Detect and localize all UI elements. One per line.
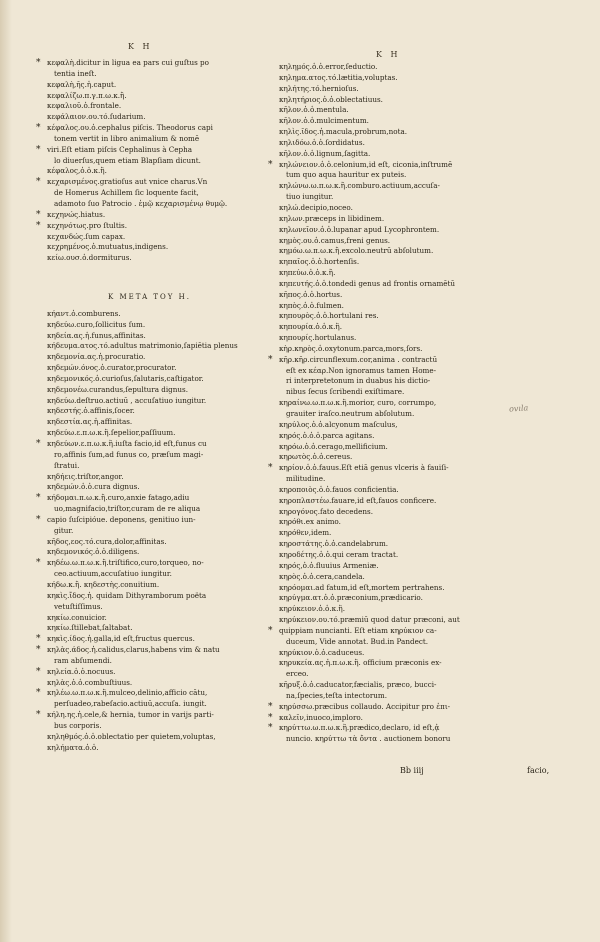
entry-text: ro,affinis ſum,ad funus co, præſum magi- — [54, 449, 204, 459]
dictionary-entry-line — [47, 363, 252, 374]
entry-text: κήδω.κ.ἢ. κηδεστὴς.conuitium. — [47, 579, 160, 589]
entry-text: κεφάλαιον.ου.τό.ſudarium. — [47, 112, 146, 122]
asterisk-marker: * — [36, 710, 41, 721]
entry-text: κηροστάτης.ὁ.ὁ.candelabrum. — [279, 539, 389, 549]
entry-text: κηδεμών.όνος.ὁ.curator,procurator. — [47, 363, 177, 373]
dictionary-entry-line — [47, 526, 252, 537]
dictionary-entry-line — [36, 177, 252, 188]
dictionary-entry-line — [47, 602, 252, 613]
entry-text: κηρός.ὁ.ὁ.ὁ.parca agitans. — [279, 430, 375, 440]
dictionary-entry-line — [279, 311, 484, 322]
dictionary-entry-line — [268, 723, 484, 734]
dictionary-entry-line — [47, 743, 252, 754]
dictionary-entry-line — [47, 569, 252, 580]
entry-text: κήαντ.ὁ.comburens. — [47, 308, 121, 318]
entry-text: κεφαλὴ.dicitur in ligua ea pars cui guſtus po — [47, 58, 209, 67]
entry-text: κηδεύω.ε.π.ω.κ.ἢ.ſepelior,paſſiuum. — [47, 428, 176, 438]
dictionary-entry-line — [47, 341, 252, 352]
dictionary-entry-line — [279, 246, 484, 257]
entry-text: κηλώ.decipio,noceo. — [279, 202, 353, 212]
entry-text: κεχηνώς.hiatus. — [47, 209, 106, 219]
entry-text: κῆρυξ.ὁ.ὁ.caducator,fæcialis, præco, bucci- — [279, 680, 437, 690]
dictionary-entry-line — [279, 452, 484, 463]
entry-text: κεφαλιοῦ.ὁ.frontale. — [47, 101, 122, 111]
entry-text: κῆπος.ὁ.ὁ.hortus. — [279, 289, 343, 299]
dictionary-entry-line — [279, 398, 484, 409]
entry-text: κηρόθι.ex animo. — [279, 517, 341, 527]
dictionary-entry-line — [47, 461, 252, 472]
asterisk-marker: * — [36, 439, 41, 449]
dictionary-entry-line — [279, 322, 484, 333]
entry-text: κηρύκειον.ὁ.ὁ.κ.ἢ. — [279, 604, 346, 614]
entry-text: κηρύγμα.ατ.ὁ.ὁ.præconium,prædicario. — [279, 593, 423, 603]
entry-text: tonem vertit in libro animalium & nomē — [54, 133, 200, 143]
dictionary-entry-line — [47, 537, 252, 548]
entry-text: κηρὸς.ὁ.ὁ.cera,candela. — [279, 571, 365, 581]
entry-text: κηδεία.ας.ἡ.funus,affinitas. — [47, 330, 146, 340]
entry-text: κηδεμονικός.ὁ.ὁ.diligens. — [47, 547, 140, 557]
dictionary-entry-line — [279, 387, 484, 398]
catchword: facio, — [527, 766, 550, 775]
asterisk-marker: * — [268, 354, 273, 365]
entry-text: perſuadeo,rabeſacio.actiuū,accuſa. iungit. — [54, 699, 207, 709]
entry-text: κηροποιὸς.ὁ.ὁ.fauos conficientia. — [279, 484, 399, 494]
dictionary-entry-line — [47, 166, 252, 177]
entry-text: κεχρημένος.ὁ.mutuatus,indigens. — [47, 242, 169, 252]
entry-text: κήδευμα.ατος.τό.adultus matrimonio,ſapiētia plenus — [47, 341, 238, 351]
dictionary-entry-line — [47, 91, 252, 102]
signature-mark: Bb iiij — [400, 766, 424, 775]
dictionary-entry-line — [47, 80, 252, 91]
entry-text: duceum, Vide annotat. Bud.in Pandect. — [286, 636, 429, 646]
entry-text: κηδεστία.ας.ἡ.affinitas. — [47, 417, 133, 427]
dictionary-entry-line — [47, 428, 252, 439]
entry-text: adamoto ſuo Patrocio . ἐμῷ κεχαρισμένῳ θυμῷ. — [54, 198, 228, 208]
dictionary-entry-line — [47, 112, 252, 123]
entry-text: κηρύκιον.ὁ.ὁ.caduceus. — [279, 647, 365, 657]
entry-text: de Homerus Achillem ſic loquente facit, — [54, 188, 199, 198]
entry-text: κηλὰς.ὁ.ὁ.combuſtiuus. — [47, 677, 133, 687]
entry-text: κείω.ουσ.ὁ.dormiturus. — [47, 253, 132, 263]
entry-text: κηκίω.conuicior. — [47, 612, 107, 622]
dictionary-entry-line — [279, 637, 484, 648]
dictionary-entry-line — [36, 645, 252, 656]
entry-text: κηρύττω.ω.π.ω.κ.ἢ.prædico,declaro, id eſt,ᾀ — [279, 723, 440, 733]
dictionary-entry-line — [279, 658, 484, 669]
dictionary-entry-line — [279, 333, 484, 344]
entry-text: κηρίον.ὁ.ὁ.fauus.Eſt etiā genus vlceris à fauiſi- — [279, 463, 449, 473]
dictionary-entry-line — [279, 105, 484, 116]
dictionary-entry-line — [279, 366, 484, 377]
entry-text: κηδήεις.triſtor,angor. — [47, 471, 124, 481]
dictionary-entry-line — [279, 680, 484, 691]
entry-text: κήλη.ης.ἡ.cele,& hernia, tumor in varijs parti- — [47, 710, 214, 720]
entry-text: κηρύκειον.ου.τό.præmiū quod datur præconi, aut — [279, 615, 460, 625]
dictionary-entry-line — [47, 385, 252, 396]
dictionary-entry-line — [279, 593, 484, 604]
dictionary-entry-line — [47, 591, 252, 602]
asterisk-marker: * — [268, 159, 273, 170]
dictionary-entry-line — [279, 431, 484, 442]
dictionary-entry-line — [279, 583, 484, 594]
entry-text: quippiam nuncianti. Eſt etiam κηρύκιον ca- — [279, 625, 437, 635]
dictionary-entry-line — [279, 734, 484, 745]
dictionary-entry-line — [268, 354, 484, 366]
entry-text: κήδομαι.π.ω.κ.ἢ.curo,anxie fatago,adiu — [47, 493, 190, 503]
entry-text: κηλώνω.ω.π.ω.κ.ἢ.comburo.actiuum,accuſa- — [279, 181, 440, 191]
dictionary-entry-line — [47, 699, 252, 710]
dictionary-entry-line — [279, 561, 484, 572]
entry-text: tiuo iungitur. — [286, 192, 334, 202]
handwritten-margin-note: ovıla — [508, 403, 529, 414]
entry-text: nuncio. κηρύττω τὰ ὄντα . auctionem bonoru — [286, 734, 451, 744]
dictionary-entry-line — [268, 701, 484, 713]
left-column — [36, 58, 252, 753]
entry-text: bus corporis. — [54, 720, 102, 730]
asterisk-marker: * — [268, 625, 273, 636]
dictionary-entry-line — [47, 450, 252, 461]
entry-text: κηρυκεία.ας.ἡ.π.ω.κ.ἢ. officium præconis ex- — [279, 658, 442, 668]
dictionary-entry-line — [47, 188, 252, 199]
dictionary-entry-line — [268, 712, 484, 724]
entry-text: κηροδέτης.ὁ.ὁ.qui ceram tractat. — [279, 549, 399, 559]
entry-text: κηληθμός.ὁ.ὁ.oblectatio per quietem,voluptas, — [47, 731, 216, 741]
dictionary-entry-line — [279, 116, 484, 127]
dictionary-entry-line — [268, 159, 484, 171]
entry-text: ri interpretetonum in duabus his dictio- — [286, 376, 431, 386]
dictionary-entry-line — [47, 613, 252, 624]
entry-text: κεχανδώς.ſum capax. — [47, 231, 126, 241]
entry-text: κηρύλος.ὁ.ὁ.alcyonum maſculus, — [279, 419, 398, 429]
dictionary-entry-line — [36, 58, 252, 69]
entry-text: κηκὶς.ίδος.ἡ.galla,id eſt,fructus quercus. — [47, 634, 195, 644]
dictionary-entry-line — [36, 666, 252, 678]
asterisk-marker: * — [36, 645, 41, 656]
asterisk-marker: * — [268, 723, 273, 734]
entry-text: erceo. — [286, 669, 309, 679]
entry-text: κημόω.ω.π.ω.κ.ἢ.excolo.neutrū abſolutum. — [279, 246, 434, 256]
entry-text: κηδεστής.ὁ.affinis,ſocer. — [47, 406, 135, 416]
dictionary-entry-line — [279, 268, 484, 279]
dictionary-entry-line — [279, 290, 484, 301]
dictionary-entry-line — [279, 95, 484, 106]
entry-text: κῆρ.κῆρ.circunflexum.cor,anima . contractū — [279, 354, 438, 364]
page-gutter-shadow — [0, 0, 12, 942]
entry-text: κηδέω.ω.π.ω.κ.ἢ.triſtifico,curo,torqueo, no- — [47, 558, 204, 568]
dictionary-entry-line — [47, 721, 252, 732]
right-column — [268, 62, 484, 745]
entry-text: tentia ineſt. — [54, 68, 97, 78]
dictionary-entry-line — [36, 634, 252, 645]
dictionary-entry-line — [279, 344, 484, 355]
dictionary-entry-line — [47, 199, 252, 210]
dictionary-entry-line — [279, 615, 484, 626]
entry-text: κῆλον.ὁ.ὁ.lignum,ſagitta. — [279, 148, 371, 158]
entry-text: κηλώνειον.ὁ.ὁ.celonium,id eſt, ciconia,inſtrumē — [279, 159, 453, 169]
entry-text: κηλὶς.ῖδος.ἡ.macula,probrum,nota. — [279, 127, 408, 137]
entry-text: κηπευτής.ὁ.ὁ.tondedi genus ad frontis ornamētū — [279, 278, 456, 288]
entry-text: κηπουρὸς.ὁ.ὁ.hortulani res. — [279, 311, 379, 321]
entry-text: κηδεμονικός.ὁ.curioſus,ſalutaris,caſtigator. — [47, 373, 204, 383]
dictionary-entry-line — [279, 517, 484, 528]
entry-text: κηπουρίς.hortulanus. — [279, 333, 357, 343]
entry-text: κηραίνω.ω.π.ω.κ.ἢ.morior, curo, corrumpo, — [279, 398, 437, 408]
entry-text: ceo.actiuum,accuſatiuo iungitur. — [54, 569, 172, 579]
entry-text: κηλων.præceps in libidinem. — [279, 213, 385, 223]
dictionary-entry-line — [279, 257, 484, 268]
dictionary-entry-line — [36, 710, 252, 721]
asterisk-marker: * — [36, 634, 41, 645]
entry-text: κέφαλος,ὁ.ὁ.κ.ἢ. — [47, 166, 107, 176]
entry-text: κηλὰς.άδος.ἡ.calidus,clarus,habens vim & natu — [47, 645, 220, 655]
asterisk-marker: * — [36, 144, 41, 155]
dictionary-entry-line — [47, 623, 252, 634]
dictionary-entry-line — [47, 309, 252, 320]
dictionary-entry-line — [47, 69, 252, 80]
dictionary-entry-line — [279, 203, 484, 214]
entry-text: κηλεία.ὁ.ὁ.nocuus. — [47, 666, 116, 676]
dictionary-entry-line — [279, 62, 484, 73]
dictionary-entry-line — [279, 420, 484, 431]
entry-text: κηρογόνος.fato decedens. — [279, 506, 374, 516]
dictionary-entry-line — [47, 352, 252, 363]
entry-text: κηρωτὸς.ὁ.ὁ.cereus. — [279, 452, 353, 462]
asterisk-marker: * — [268, 463, 273, 474]
entry-text: κηλήτης.τό.hernioſus. — [279, 83, 359, 93]
entry-text: κεχαρισμένος.gratioſus aut vnice charus.Vn — [47, 177, 208, 187]
entry-text: κηλημός.ὁ.ὁ.error,ſeductio. — [279, 62, 378, 71]
dictionary-entry-line — [36, 558, 252, 569]
dictionary-entry-line — [279, 225, 484, 236]
entry-text: κηλημα.ατος.τό.lætitia,voluptas. — [279, 72, 398, 82]
dictionary-entry-line — [47, 406, 252, 417]
dictionary-entry-line — [279, 507, 484, 518]
dictionary-entry-line — [47, 482, 252, 493]
entry-text: κηπουρία.ὁ.ὁ.κ.ἢ. — [279, 322, 342, 332]
entry-text: κηδεμονέω.curandus,ſepultura dignus. — [47, 384, 188, 394]
asterisk-marker: * — [36, 209, 41, 220]
dictionary-entry-line — [47, 320, 252, 331]
dictionary-entry-line — [36, 209, 252, 221]
dictionary-entry-line — [279, 409, 484, 420]
dictionary-entry-line — [279, 84, 484, 95]
asterisk-marker: * — [36, 688, 41, 699]
asterisk-marker: * — [268, 701, 273, 712]
entry-text: κηδεμών.ὁ.ὁ.cura dignus. — [47, 482, 140, 492]
entry-text: κῆδος,εος.τό.cura,dolor,affinitas. — [47, 536, 167, 546]
dictionary-entry-line — [47, 156, 252, 167]
entry-text: κηπὸς.ὁ.ὁ.fulmen. — [279, 300, 344, 310]
dictionary-entry-line — [47, 242, 252, 253]
entry-text: κηρόομαι.ad fatum,id eſt,mortem pertrahens. — [279, 582, 445, 592]
entry-text: eſt ex κέαρ.Non ignoramus tamen Home- — [286, 365, 437, 375]
dictionary-entry-line — [279, 214, 484, 225]
entry-text: κηδεμονία.ας.ἡ.procuratio. — [47, 352, 146, 362]
dictionary-entry-line — [279, 138, 484, 149]
dictionary-entry-line — [279, 376, 484, 387]
entry-text: κηροπλαστέω.fauare,id eſt,fauos conficere. — [279, 495, 437, 505]
asterisk-marker: * — [36, 123, 41, 134]
dictionary-entry-line — [47, 396, 252, 407]
entry-text: κηρός,ὁ.ὁ.fluuius Armeniæ. — [279, 560, 379, 570]
entry-text: κηδεύων.ε.π.ω.κ.ἢ.iuſta facio,id eſt,funus cu — [47, 439, 207, 448]
dictionary-entry-line — [47, 504, 252, 515]
dictionary-entry-line — [279, 170, 484, 181]
entry-text: κηλωνεῖον.ὁ.ὁ.lupanar apud Lycophrontem. — [279, 224, 440, 234]
entry-text: uo,magnifacio,triſtor,curam de re aliqua — [54, 504, 201, 514]
dictionary-entry-line — [279, 442, 484, 453]
asterisk-marker: * — [36, 220, 41, 231]
dictionary-entry-line — [279, 528, 484, 539]
dictionary-entry-line — [47, 732, 252, 743]
dictionary-entry-line — [47, 134, 252, 145]
dictionary-entry-line — [279, 192, 484, 203]
left-running-head: K H — [128, 42, 153, 51]
dictionary-entry-line — [36, 439, 252, 450]
dictionary-entry-line — [279, 539, 484, 550]
entry-text: κηπεύω.ὁ.ὁ.κ.ἢ. — [279, 268, 336, 278]
dictionary-entry-line — [36, 220, 252, 232]
dictionary-entry-line — [279, 127, 484, 138]
asterisk-marker: * — [36, 558, 41, 569]
dictionary-entry-line — [47, 253, 252, 264]
entry-text: κηδεύω.curo,ſollicitus ſum. — [47, 319, 146, 329]
entry-text: κηκίω.ſtillebat,ſaltabat. — [47, 623, 133, 633]
dictionary-entry-line — [279, 474, 484, 485]
asterisk-marker: * — [36, 58, 41, 68]
dictionary-entry-line — [268, 625, 484, 637]
entry-text: viri.Eſt etiam piſcis Cephalinus à Cepha — [47, 144, 193, 154]
entry-text: κηδεύω.deſtruo.actiuū , accuſatiuo iungitur. — [47, 395, 207, 405]
entry-text: κηρόθεν,idem. — [279, 528, 332, 538]
section-heading: K META TOY H. — [108, 293, 191, 302]
dictionary-entry-line — [47, 678, 252, 689]
asterisk-marker: * — [36, 493, 41, 504]
entry-text: κεφαλὴ,ῆς.ἡ.caput. — [47, 79, 117, 89]
entry-text: ram abſumendi. — [54, 655, 112, 665]
dictionary-entry-line — [36, 144, 252, 156]
entry-text: na,ſpecies,teſta intectorum. — [286, 690, 388, 700]
entry-text: nibus ſecus ſcribendi exiſtimare. — [286, 387, 405, 397]
dictionary-entry-line — [279, 691, 484, 702]
asterisk-marker: * — [36, 177, 41, 188]
entry-text: κηλιδόω.ὁ.ὁ.ſordidatus. — [279, 137, 365, 147]
dictionary-entry-line — [47, 472, 252, 483]
dictionary-entry-line — [279, 496, 484, 507]
dictionary-entry-line — [279, 669, 484, 680]
dictionary-entry-line — [47, 547, 252, 558]
dictionary-entry-line — [36, 123, 252, 134]
dictionary-entry-line — [279, 236, 484, 247]
dictionary-entry-line — [279, 550, 484, 561]
dictionary-entry-line — [47, 232, 252, 243]
entry-text: vetuſtiſſimus. — [54, 601, 103, 611]
dictionary-entry-line — [279, 181, 484, 192]
entry-text: tum quo aqua hauritur ex puteis. — [286, 170, 407, 180]
entry-text: κῆλον.ὁ.ὁ.mulcimentum. — [279, 116, 369, 126]
dictionary-entry-line — [47, 101, 252, 112]
dictionary-entry-line — [47, 374, 252, 385]
entry-text: ſtratui. — [54, 460, 80, 470]
entry-text: κηλητήριος.ὁ.ὁ.oblectatiuus. — [279, 94, 383, 104]
dictionary-entry-line — [268, 463, 484, 474]
entry-text: κεφαλίζω.π.γ.π.ω.κ.ἢ. — [47, 90, 127, 100]
entry-text: καλεῖν,inuoco,imploro. — [279, 712, 363, 722]
asterisk-marker: * — [36, 666, 41, 677]
dictionary-entry-line — [279, 604, 484, 615]
dictionary-entry-line — [279, 279, 484, 290]
dictionary-entry-line — [279, 485, 484, 496]
entry-text: κηκὶς.ἴδος.ἡ. quidam Dithyramborum poëta — [47, 590, 207, 600]
dictionary-entry-line — [47, 656, 252, 667]
entry-text: capio ſuſcipióue. deponens, genitiuo iun- — [47, 514, 196, 524]
dictionary-entry-line — [36, 514, 252, 526]
entry-text: κηρόω.ὁ.ὁ.cerago,mellificium. — [279, 441, 388, 451]
entry-text: κημὸς.ου.ὁ.camus,freni genus. — [279, 235, 391, 245]
entry-text: militudine. — [286, 474, 326, 484]
dictionary-entry-line — [36, 688, 252, 699]
dictionary-entry-line — [279, 648, 484, 659]
entry-text: κηρύσσω.præcibus collaudo. Accipitur pro ἐπι- — [279, 701, 451, 711]
dictionary-entry-line — [36, 493, 252, 504]
entry-text: grauiter iraſco.neutrum abſolutum. — [286, 409, 415, 418]
entry-text: κὴρ.κηρὸς.ὁ.oxytonum.parca,mors,ſors. — [279, 343, 423, 353]
dictionary-entry-line — [279, 572, 484, 583]
asterisk-marker: * — [268, 712, 273, 723]
dictionary-entry-line — [47, 331, 252, 342]
entry-text: κηλήματα.ὁ.ὁ. — [47, 742, 99, 752]
entry-text: κεχηνότως.pro ſtultis. — [47, 220, 128, 230]
dictionary-entry-line — [279, 73, 484, 84]
dictionary-entry-line — [47, 580, 252, 591]
entry-text: lo diuerſus,quem etiam Blapſiam dicunt. — [54, 155, 201, 165]
right-running-head: K H — [376, 50, 401, 59]
asterisk-marker: * — [36, 514, 41, 525]
entry-text: κῆλον.ὁ.ὁ.mentula. — [279, 105, 349, 115]
entry-text: κηπαῖος.ὁ.ὁ.hortenſis. — [279, 257, 360, 267]
entry-text: κηλέω.ω.π.ω.κ.ἢ.mulceo,delinio,afficio cātu, — [47, 688, 208, 698]
entry-text: gitur. — [54, 525, 74, 535]
entry-text: κέφαλος.ου.ὁ.cephalus piſcis. Theodorus capi — [47, 123, 213, 133]
dictionary-entry-line — [47, 417, 252, 428]
dictionary-entry-line — [279, 301, 484, 312]
dictionary-entry-line — [279, 149, 484, 160]
